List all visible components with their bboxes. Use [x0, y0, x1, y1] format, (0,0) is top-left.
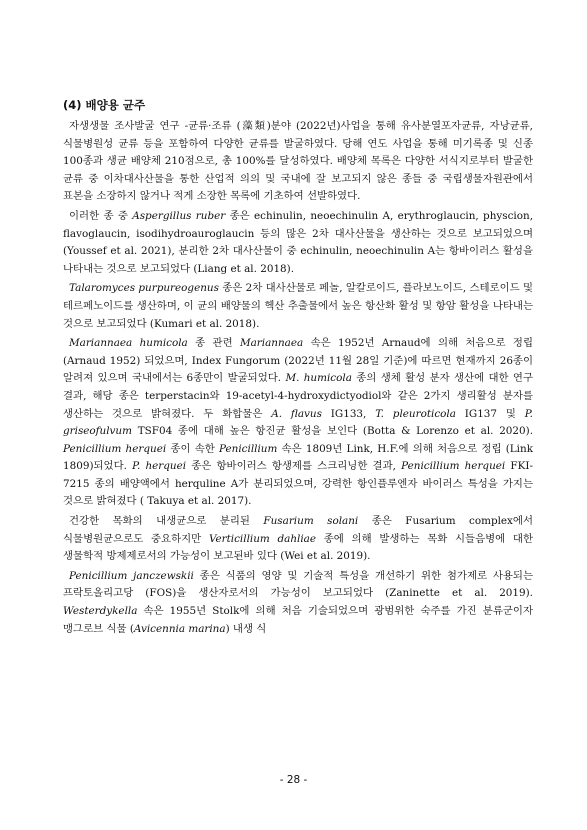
paragraph — [63, 118, 533, 206]
body-text — [63, 118, 533, 638]
text-run: 종은 2차 대사산물로 페놀, 알칼로이드, 플라보노이드, 스테로이드 및 테르페노이드를 생산하며, 이 균의 배양물의 헥산 추출물에서 높은 항산화 활성 및 항암 활성을 나타내는 것으로 보고되었다 (Kumari et al. 2018). — [63, 282, 533, 330]
paragraph — [63, 208, 533, 278]
text-run: 종이 속한 — [166, 442, 219, 455]
paragraph — [63, 335, 533, 511]
text-run: 종에 의해 발생하는 목화 시들음병에 대한 생물학적 방제제로서의 가능성이 보고된바 있다 (Wei et al. 2019). — [63, 532, 533, 563]
text-run: TSF04 종에 대해 높은 항진균 활성을 보인다 (Botta & Lorenzo et al. 2020). — [131, 425, 533, 438]
text-run: 종은 Fusarium complex에서 식물병원균으로도 중요하지만 — [63, 515, 533, 545]
page-number: - 28 - — [279, 774, 308, 786]
text-run: ) 내생 식 — [225, 622, 267, 635]
text-run: IG133, — [321, 407, 376, 420]
italic-taxon-name: Penicillium janczewskii — [69, 569, 194, 582]
paragraph — [63, 568, 533, 638]
italic-taxon-name: A. flavus — [271, 407, 322, 420]
text-run: 종의 생체 활성 분자 생산에 대한 연구 결과, 해당 종은 terperstacin와 19-acetyl-4-hydroxydictyodiol와 같은 2가지 생리활성 분자를 생산하는 것으로 밝혀졌다. 두 화합물은 — [63, 372, 533, 420]
italic-taxon-name: Fusarium solani — [263, 515, 359, 528]
italic-taxon-name: Avicennia marina — [133, 622, 226, 635]
text-run: 속은 1955년 Stolk에 의해 처음 기술되었으며 광범위한 숙주를 가진 분류군이자 맹그로브 식물 ( — [63, 605, 533, 635]
text-run: 속은 1809년 Link, H.F.에 의해 처음으로 정립 (Link 1809)되었다. — [63, 442, 533, 473]
italic-taxon-name: Mariannaea — [239, 337, 304, 350]
italic-taxon-name: P. griseofulvum — [63, 407, 533, 438]
italic-taxon-name: Talaromyces purpureogenus — [69, 282, 219, 295]
italic-taxon-name: Penicillium herquei — [401, 460, 506, 473]
text-run: 속은 1952년 Arnaud에 의해 처음으로 정립 (Arnaud 1952) 되었으며, Index Fungorum (2022년 11월 28일 기준)에 따르면 현재까지 26종이 알려져 있으며 국내에서는 6종만이 발굴되었다. — [63, 337, 533, 385]
text-run: 건강한 목화의 내생균으로 분리된 — [69, 515, 264, 528]
text-run: 종 관련 — [187, 337, 240, 350]
text-run: IG137 및 — [455, 407, 525, 420]
paragraph — [63, 280, 533, 333]
italic-taxon-name: Mariannaea humicola — [69, 337, 188, 350]
text-run: 종은 식품의 영양 및 기술적 특성을 개선하기 위한 첨가제로 사용되는 프락토올리고당 (FOS)을 생산자로서의 가능성이 보고되었다 (Zaninette et al. 2019). — [63, 569, 533, 600]
italic-taxon-name: Westerdykella — [63, 605, 138, 618]
italic-taxon-name: Penicillium — [218, 442, 278, 455]
italic-taxon-name: Penicillium herquei — [63, 442, 167, 455]
italic-taxon-name: T. pleuroticola — [375, 407, 456, 420]
text-run: 이러한 종 중 — [69, 209, 133, 222]
italic-taxon-name: Aspergillus ruber — [132, 209, 226, 222]
text-run: 종은 echinulin, neoechinulin A, erythroglaucin, physcion, flavoglaucin, isodihydroauroglaucin 등의 많은 2차 대사산물을 생산하는 것으로 보고되었으며 (Youssef et al. 2021), 분리한 2차 대사산물이 중 echinulin, neoechinulin A는 항바이러스 활성을 나타내는 것으로 보고되었다 (Liang et al. 2018). — [63, 209, 533, 275]
text-run: 종은 항바이러스 항생제를 스크리닝한 결과, — [186, 460, 402, 473]
paragraph — [63, 513, 533, 566]
text-run: 자생생물 조사발굴 연구 -균류·조류 (藻類)분야 (2022년)사업을 통해 유사분열포자균류, 자낭균류, 식물병원성 균류 등을 포함하여 다양한 균류를 발굴하였다. 당해 연도 사업을 통해 미기록종 및 신종 100종과 생균 배양체 210점으로, 총 100%를 달성하였다. 배양체 목록은 다양한 서식지로부터 발굴한 균류 중 이차대사산물을 통한 산업적 의의 및 국내에 잘 보고되지 않은 종들 중 국립생물자원관에서 표본을 소장하지 않거나 적게 소장한 목록에 기초하여 선발하였다. — [63, 120, 533, 203]
text-run: FKI-7215 종의 배양액에서 herquline A가 분리되었으며, 강력한 항인플루엔자 바이러스 특성을 가지는 것으로 밝혀졌다 ( Takuya et al. 2017). — [63, 460, 534, 508]
italic-taxon-name: Verticillium dahliae — [208, 532, 317, 545]
italic-taxon-name: P. herquei — [132, 460, 187, 473]
section-heading: (4) 배양용 균주 — [63, 98, 146, 112]
italic-taxon-name: M. humicola — [285, 372, 352, 385]
